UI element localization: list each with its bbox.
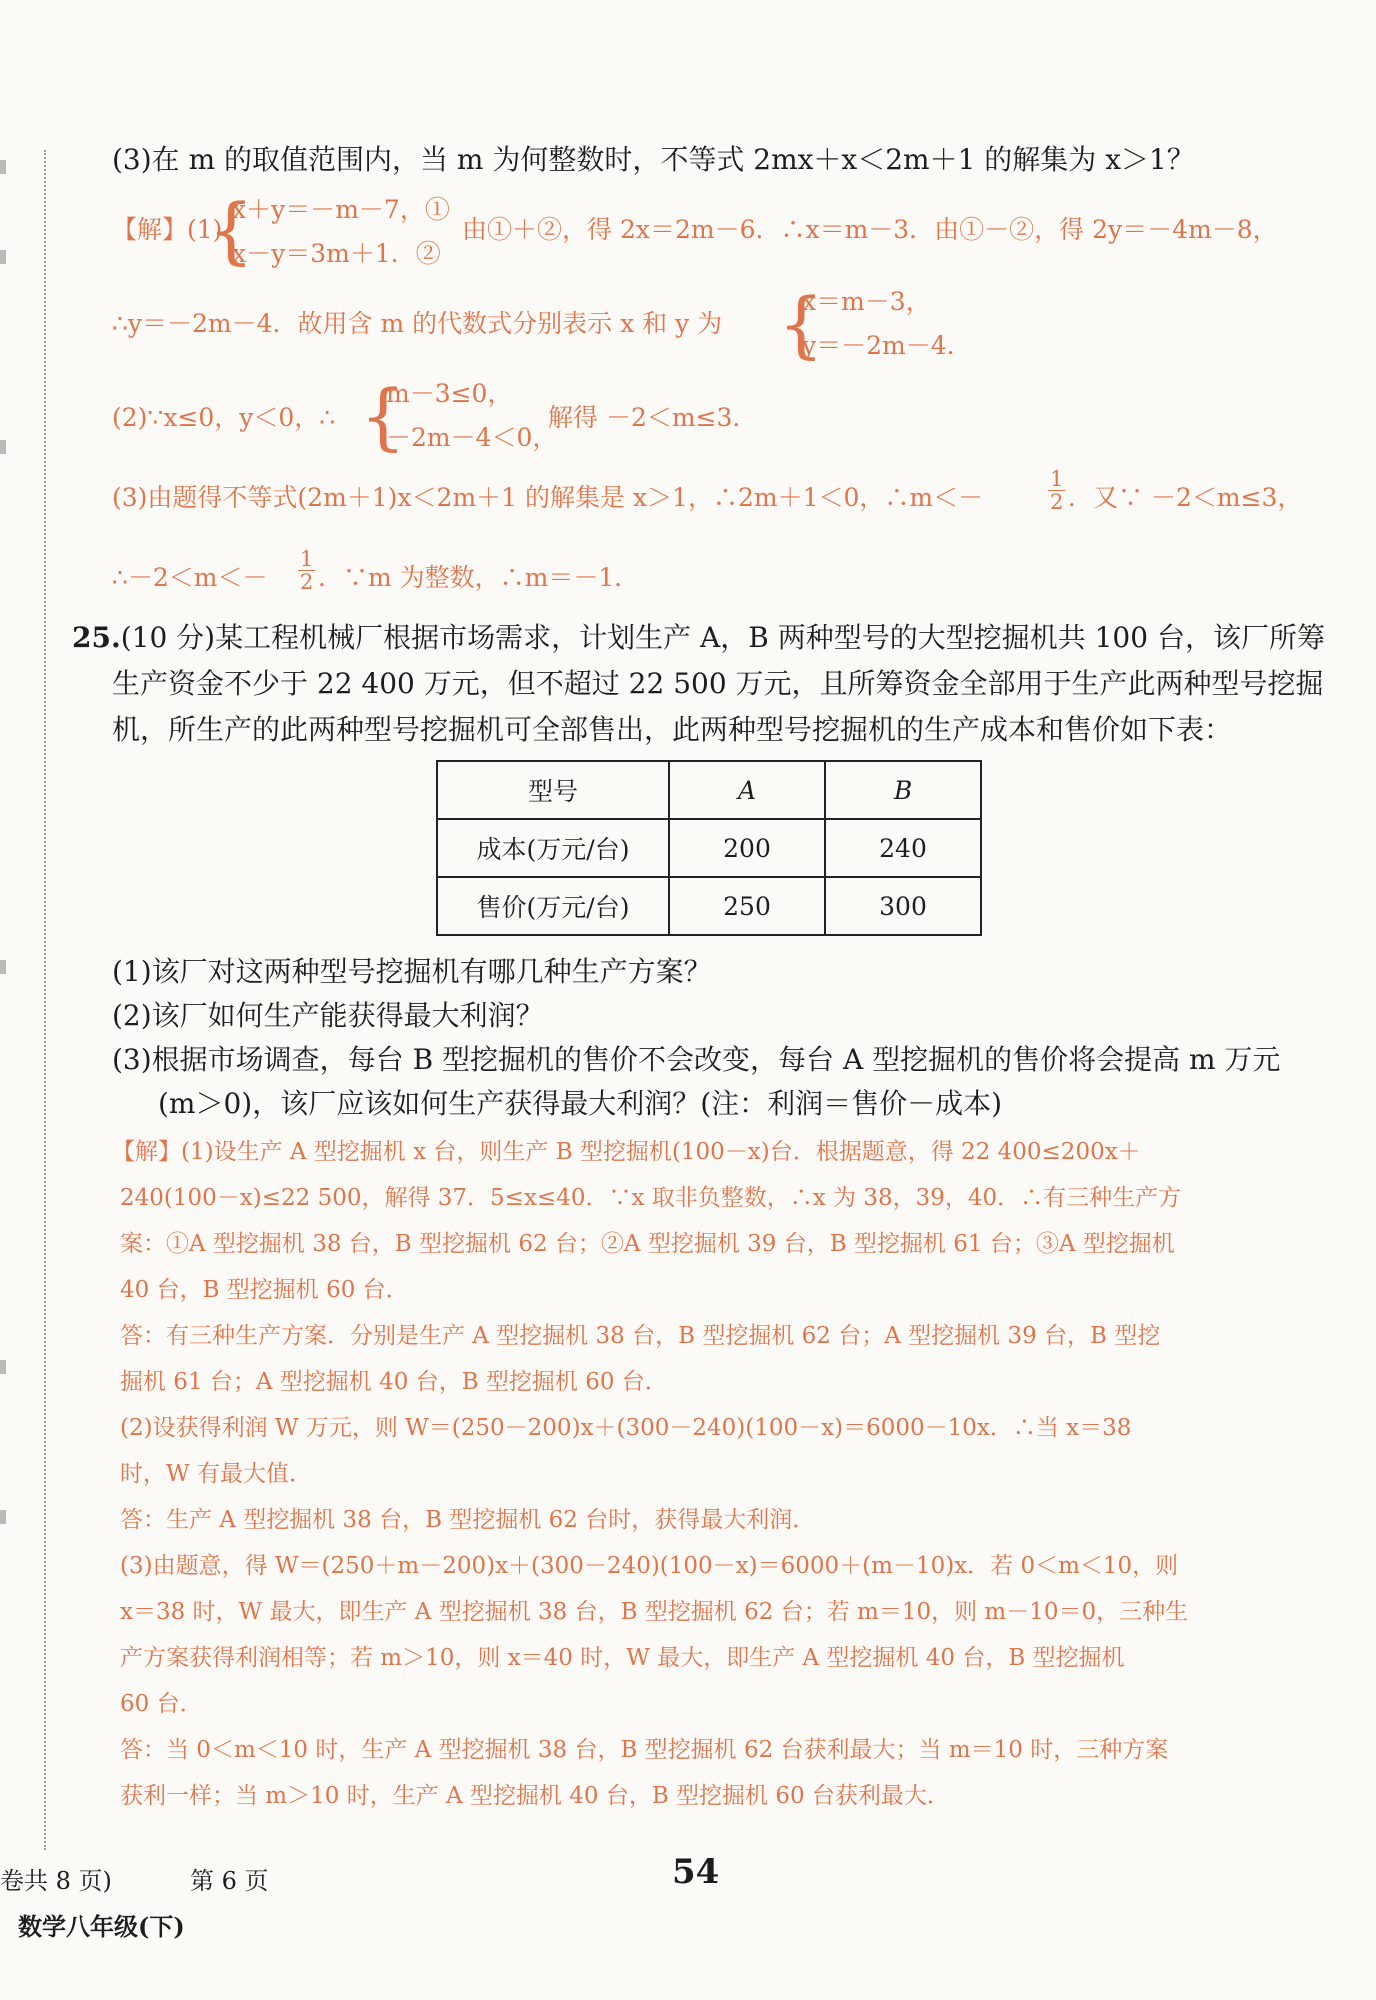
table-header-row [437,761,981,819]
footer-page-label: 第 6 页 [190,1867,269,1895]
brace-symbol: { [360,374,406,458]
sol24-p2-head: (2)∵x≤0，y＜0，∴ [112,403,336,432]
q25-line2: 生产资金不少于 22 400 万元，但不超过 22 500 万元，且所筹资金全部用于生产此两种型号挖掘 [112,667,1324,700]
margin-mark [0,440,6,454]
q25-part1: (1)该厂对这两种型号挖掘机有哪几种生产方案？ [112,955,712,988]
table-row [437,877,981,935]
fraction-denominator: 2 [300,570,314,594]
sol25-line: 时，W 有最大值． [120,1461,312,1487]
footer-book-title: 数学八年级(下) [18,1912,185,1941]
sol25-line: 【解】(1)设生产 A 型挖掘机 x 台，则生产 B 型挖掘机(100－x)台．根据题意，得 22 400≤200x＋ [112,1139,1141,1165]
footer-total-pages: 卷共 8 页) [0,1867,112,1895]
q25-part2: (2)该厂如何生产能获得最大利润？ [112,999,544,1032]
sol24-p2-tail: 解得 －2＜m≤3． [548,403,758,432]
production-spec-table [436,760,982,936]
table-cell: 成本(万元/台) [437,819,669,877]
fraction-denominator: 2 [1050,490,1064,514]
system-eq-2: x－y＝3m＋1．② [232,239,441,268]
margin-mark [0,1360,6,1374]
table-cell: 250 [669,877,825,935]
margin-mark [0,160,6,174]
sol25-line: 产方案获得利润相等；若 m＞10，则 x＝40 时，W 最大，即生产 A 型挖掘机 40 台，B 型挖掘机 [120,1645,1125,1671]
fraction-numerator: 1 [1050,467,1064,491]
sol25-answer-line: 获利一样；当 m＞10 时，生产 A 型挖掘机 40 台，B 型挖掘机 60 台获利最大． [120,1783,950,1809]
table-header-cell: B [825,761,981,819]
sol24-p3-line2a: ∴－2＜m＜－ [112,563,268,592]
table-header-cell: 型号 [437,761,669,819]
sol25-line: (3)由题意，得 W＝(250＋m－200)x＋(300－240)(100－x)＝6000＋(m－10)x．若 0＜m＜10，则 [120,1553,1179,1579]
sol25-line: 60 台． [120,1691,203,1717]
table-header-cell: A [669,761,825,819]
sol24-p3-line1b: ．又∵ －2＜m≤3， [1068,483,1303,512]
sol25-answer-line: 答：生产 A 型挖掘机 38 台，B 型挖掘机 62 台时，获得最大利润． [120,1507,816,1533]
table-cell: 300 [825,877,981,935]
sol24-p1-line2: ∴y＝－2m－4．故用含 m 的代数式分别表示 x 和 y 为 [112,309,723,338]
sol25-line: 40 台，B 型挖掘机 60 台． [120,1277,409,1303]
sol25-line: 案：①A 型挖掘机 38 台，B 型挖掘机 62 台；②A 型挖掘机 39 台，B 型挖掘机 61 台；③A 型挖掘机 [120,1231,1175,1257]
q25-part3-line1: (3)根据市场调查，每台 B 型挖掘机的售价不会改变，每台 A 型挖掘机的售价将会提高 m 万元 [112,1043,1281,1076]
q25-line1-text: (10 分)某工程机械厂根据市场需求，计划生产 A，B 两种型号的大型挖掘机共 100 台，该厂所筹 [120,621,1325,654]
q25-line1 [72,618,1325,658]
system-eq-1: x＋y＝－m－7，① [232,195,450,224]
sol24-p3-line1a: (3)由题得不等式(2m＋1)x＜2m＋1 的解集是 x＞1，∴2m＋1＜0，∴m＜－ [112,483,984,512]
margin-mark [0,250,6,264]
binding-margin-line [44,150,46,1850]
brace-symbol: { [208,188,254,272]
fraction-one-half [298,548,315,593]
sol25-answer-line: 掘机 61 台；A 型挖掘机 40 台，B 型挖掘机 60 台． [120,1369,668,1395]
table-cell: 200 [669,819,825,877]
margin-mark [0,960,6,974]
brace-symbol: { [778,282,824,366]
result-eq-1: x＝m－3， [802,287,931,316]
table-cell: 240 [825,819,981,877]
sol24-p1-head: 【解】(1) [112,215,223,244]
q25-part3-line2: (m＞0)，该厂应该如何生产获得最大利润？(注：利润＝售价－成本) [158,1087,1003,1120]
table-row [437,819,981,877]
margin-mark [0,1510,6,1524]
fraction-one-half [1048,468,1065,513]
sol25-line: 240(100－x)≤22 500，解得 37．5≤x≤40．∵x 取非负整数，∴x 为 38，39，40．∴有三种生产方 [120,1185,1182,1211]
sol25-answer-line: 答：当 0＜m＜10 时，生产 A 型挖掘机 38 台，B 型挖掘机 62 台获利最大；当 m＝10 时，三种方案 [120,1737,1169,1763]
system-eq-2: －2m－4＜0， [386,423,558,452]
sol25-line: x＝38 时，W 最大，即生产 A 型挖掘机 38 台，B 型挖掘机 62 台；若 m＝10，则 m－10＝0，三种生 [120,1599,1189,1625]
result-eq-2: y＝－2m－4． [802,331,972,360]
sol24-p1-tail: 由①＋②，得 2x＝2m－6．∴x＝m－3．由①－②，得 2y＝－4m－8， [462,215,1278,244]
sol25-line: (2)设获得利润 W 万元，则 W＝(250－200)x＋(300－240)(100－x)＝6000－10x．∴当 x＝38 [120,1415,1132,1441]
question-number: 25. [72,621,121,654]
q25-line3: 机，所生产的此两种型号挖掘机可全部售出，此两种型号挖掘机的生产成本和售价如下表： [112,713,1233,746]
fraction-numerator: 1 [300,547,314,571]
page-number: 54 [672,1852,720,1892]
system-eq-1: m－3≤0， [386,379,513,408]
q24-part3-text: (3)在 m 的取值范围内，当 m 为何整数时，不等式 2mx＋x＜2m＋1 的解集为 x＞1？ [112,143,1195,176]
table-cell: 售价(万元/台) [437,877,669,935]
sol25-answer-line: 答：有三种生产方案．分别是生产 A 型挖掘机 38 台，B 型挖掘机 62 台；A 型挖掘机 39 台，B 型挖 [120,1323,1161,1349]
sol24-p3-line2b: ．∵m 为整数，∴m＝－1． [318,563,640,592]
